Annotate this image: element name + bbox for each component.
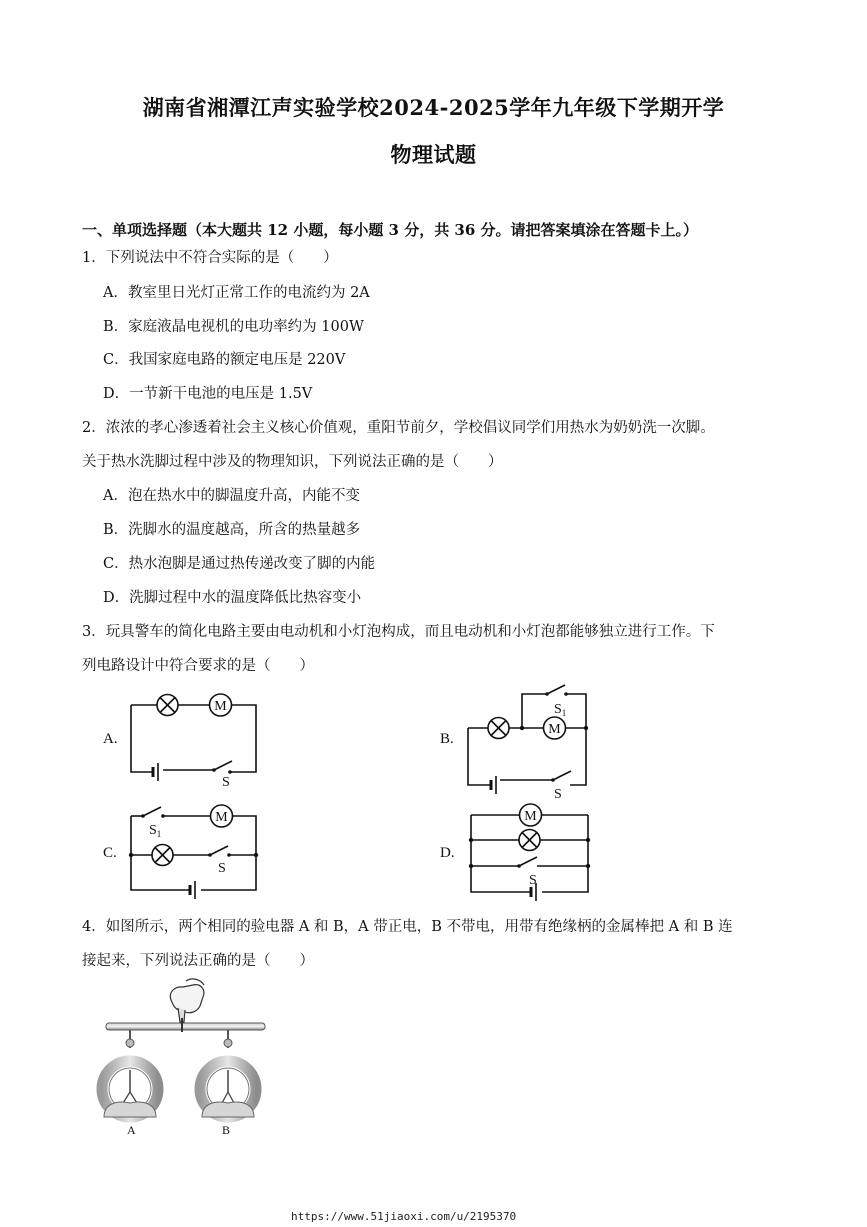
electroscope-b-icon: [200, 1030, 256, 1117]
q1-option-c: C．我国家庭电路的额定电压是 220V: [103, 352, 346, 368]
q2-option-d: D．洗脚过程中水的温度降低比热容变小: [103, 590, 362, 606]
circuit-b-motor-symbol: M: [548, 722, 561, 737]
q1-stem: 1．下列说法中不符合实际的是（ ）: [82, 250, 338, 266]
q3-stem-line-1: 3．玩具警车的简化电路主要由电动机和小灯泡构成，而且电动机和小灯泡都能够独立进行工作。下: [82, 624, 715, 640]
q2-stem-line-1: 2．浓浓的孝心渗透着社会主义核心价值观，重阳节前夕，学校倡议同学们用热水为奶奶洗一次脚。: [82, 420, 715, 436]
electroscope-a-label: A: [127, 1123, 136, 1137]
title-line-1: 湖南省湘潭江声实验学校2024-2025学年九年级下学期开学: [142, 95, 725, 120]
circuit-a-motor-symbol: M: [214, 699, 227, 714]
circuit-d-switch-label: S: [529, 873, 537, 888]
circuit-c-label: C.: [103, 845, 117, 861]
q4-stem-line-2: 接起来，下列说法正确的是（ ）: [82, 953, 314, 969]
electroscope-a-icon: [102, 1030, 158, 1117]
circuit-a-switch-label: S: [222, 775, 230, 790]
circuit-c-motor-symbol: M: [215, 810, 228, 825]
circuit-d-motor-symbol: M: [524, 809, 537, 824]
circuit-d-label: D.: [440, 845, 455, 861]
q3-stem-line-2: 列电路设计中符合要求的是（ ）: [82, 658, 314, 674]
section-heading: 一、单项选择题（本大题共 12 小题，每小题 3 分，共 36 分。请把答案填涂在答题卡上。）: [82, 221, 699, 239]
circuit-b-label: B.: [440, 731, 454, 747]
circuit-c-switch1-sub: 1: [156, 829, 162, 839]
circuit-b-switch-label: S: [554, 787, 562, 802]
circuit-c-switch-label: S: [218, 861, 226, 876]
q1-option-b: B．家庭液晶电视机的电功率约为 100W: [103, 319, 364, 335]
q4-stem-line-1: 4．如图所示，两个相同的验电器 A 和 B，A 带正电，B 不带电，用带有绝缘柄的金属棒把 A 和 B 连: [82, 919, 733, 935]
title-line-2: 物理试题: [390, 142, 477, 167]
q2-stem-line-2: 关于热水洗脚过程中涉及的物理知识，下列说法正确的是（ ）: [82, 454, 503, 470]
circuit-c-switch1-label: S: [149, 823, 157, 838]
electroscope-b-label: B: [222, 1123, 231, 1137]
q2-option-b: B．洗脚水的温度越高，所含的热量越多: [103, 522, 361, 538]
circuit-b-switch1-label: S: [554, 702, 562, 717]
footer-url[interactable]: https://www.51jiaoxi.com/u/2195370: [291, 1210, 517, 1223]
q2-option-a: A．泡在热水中的脚温度升高，内能不变: [103, 488, 360, 504]
circuit-a-label: A.: [103, 731, 118, 747]
hand-icon: [170, 979, 204, 1022]
circuit-b-switch1-sub: 1: [561, 708, 567, 718]
q1-option-a: A．教室里日光灯正常工作的电流约为 2A: [103, 285, 370, 301]
q1-option-d: D．一节新干电池的电压是 1.5V: [103, 386, 313, 402]
q2-option-c: C．热水泡脚是通过热传递改变了脚的内能: [103, 556, 376, 572]
